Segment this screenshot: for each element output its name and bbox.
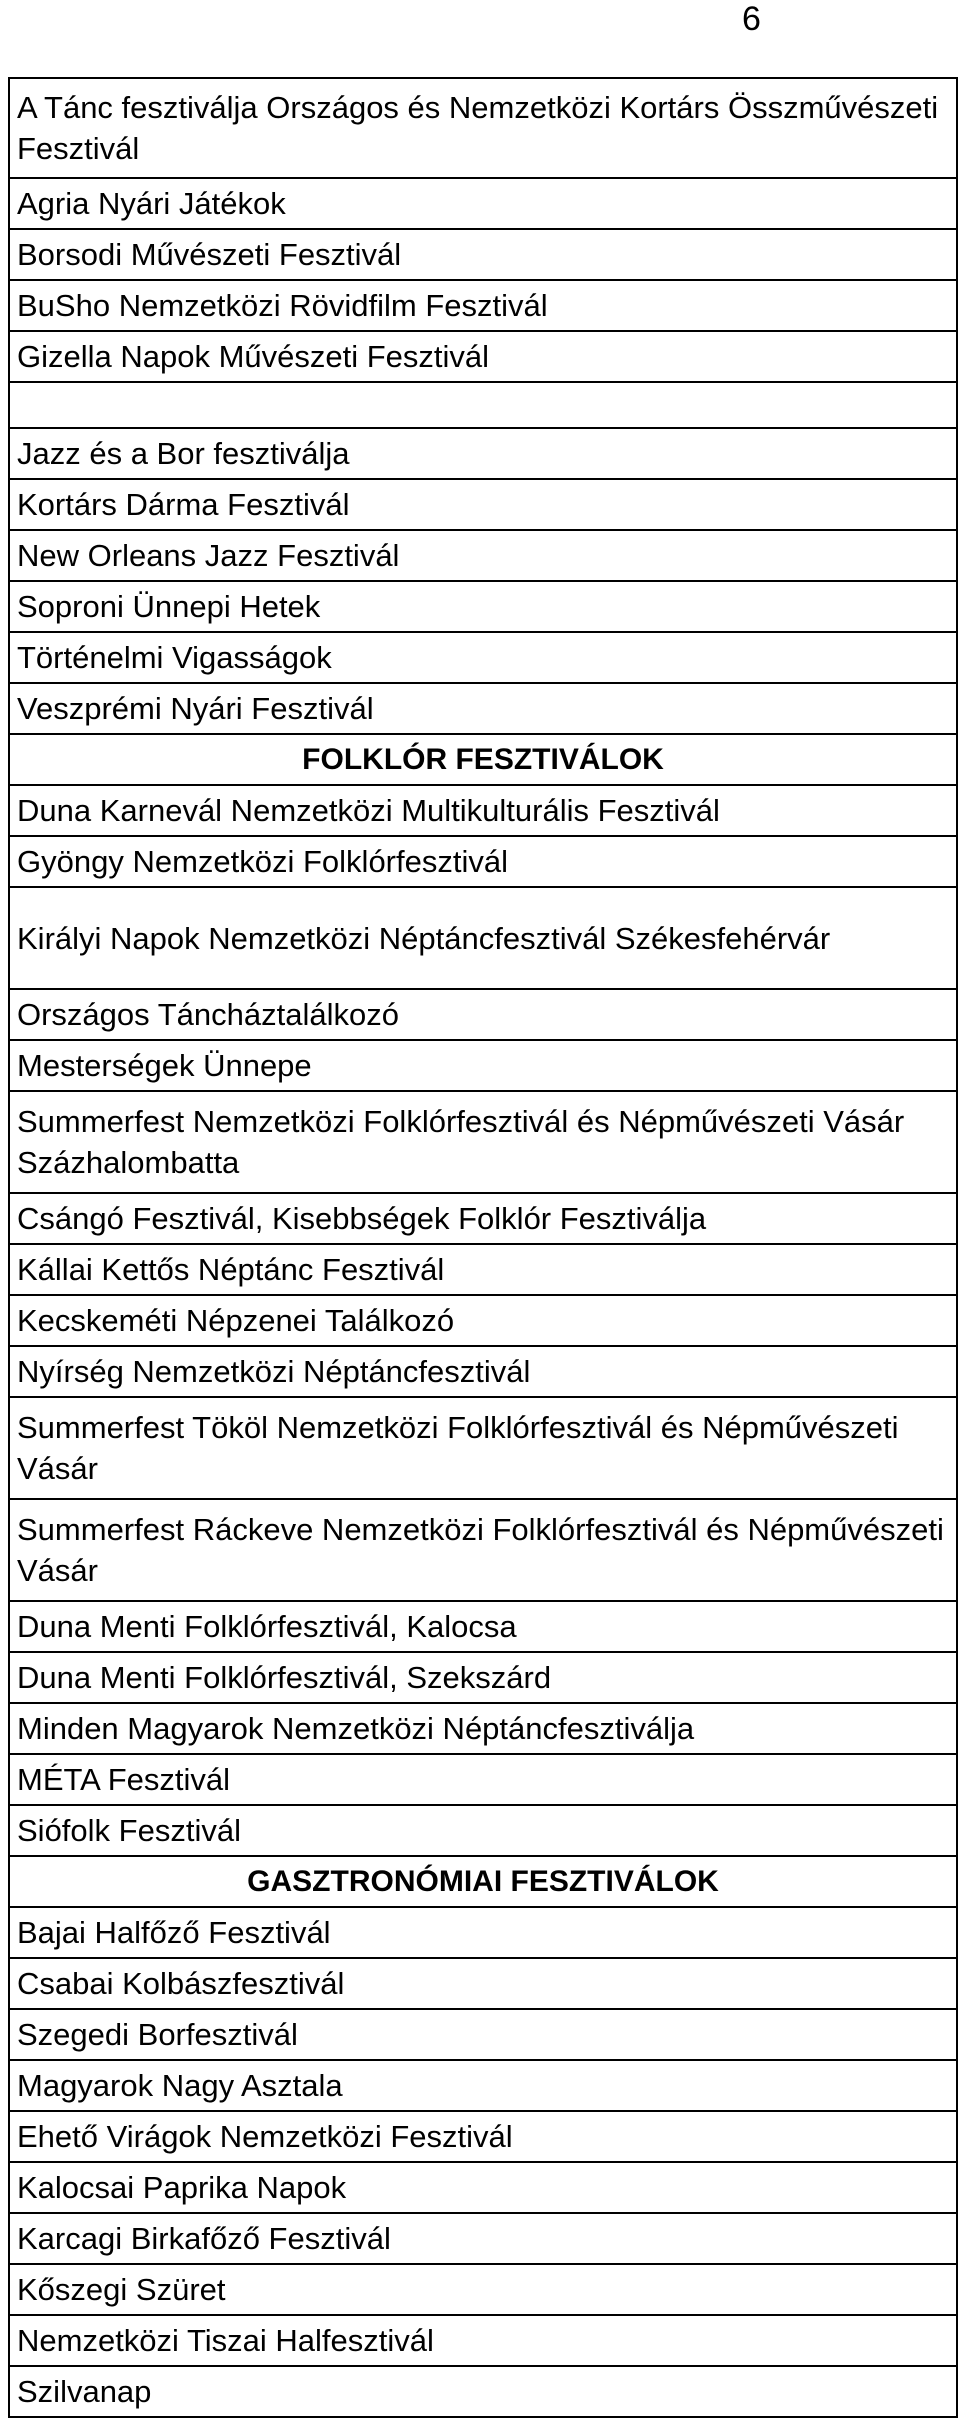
festival-name: Duna Menti Folklórfesztivál, Szekszárd xyxy=(9,1652,957,1703)
festival-row xyxy=(9,1244,957,1295)
festival-row xyxy=(9,331,957,382)
section-heading: FOLKLÓR FESZTIVÁLOK xyxy=(9,734,957,785)
festival-name: Szilvanap xyxy=(9,2366,957,2417)
festival-row xyxy=(9,683,957,734)
festival-name: Történelmi Vigasságok xyxy=(9,632,957,683)
festival-name: Országos Táncháztalálkozó xyxy=(9,989,957,1040)
festival-row xyxy=(9,1295,957,1346)
festival-name: Soproni Ünnepi Hetek xyxy=(9,581,957,632)
festival-row xyxy=(9,1907,957,1958)
festival-row xyxy=(9,1397,957,1499)
festival-row xyxy=(9,178,957,229)
festival-name: Gizella Napok Művészeti Fesztivál xyxy=(9,331,957,382)
festival-name: Summerfest Nemzetközi Folklórfesztivál és Népművészeti Vásár Százhalombatta xyxy=(9,1091,957,1193)
festival-name: Mesterségek Ünnepe xyxy=(9,1040,957,1091)
section-heading-row xyxy=(9,1856,957,1907)
section-heading-row xyxy=(9,734,957,785)
festival-name: Csabai Kolbászfesztivál xyxy=(9,1958,957,2009)
festival-name: Királyi Napok Nemzetközi Néptáncfesztivál Székesfehérvár xyxy=(9,887,957,989)
festival-row xyxy=(9,2264,957,2315)
festival-row xyxy=(9,1703,957,1754)
festival-name: Nyírség Nemzetközi Néptáncfesztivál xyxy=(9,1346,957,1397)
festival-name xyxy=(9,382,957,428)
festival-row xyxy=(9,581,957,632)
festival-row xyxy=(9,280,957,331)
festival-row xyxy=(9,1346,957,1397)
festival-row xyxy=(9,1040,957,1091)
festival-row xyxy=(9,1601,957,1652)
festival-table-body xyxy=(9,78,957,2417)
festival-name: Siófolk Fesztivál xyxy=(9,1805,957,1856)
festival-row xyxy=(9,229,957,280)
festival-name: Magyarok Nagy Asztala xyxy=(9,2060,957,2111)
festival-row xyxy=(9,836,957,887)
festival-row xyxy=(9,785,957,836)
festival-name: Jazz és a Bor fesztiválja xyxy=(9,428,957,479)
festival-row xyxy=(9,2315,957,2366)
festival-name: Kőszegi Szüret xyxy=(9,2264,957,2315)
festival-row xyxy=(9,2162,957,2213)
festival-table xyxy=(8,77,958,2418)
festival-row xyxy=(9,1958,957,2009)
festival-name: BuSho Nemzetközi Rövidfilm Fesztivál xyxy=(9,280,957,331)
festival-row xyxy=(9,2366,957,2417)
festival-name: Agria Nyári Játékok xyxy=(9,178,957,229)
festival-row xyxy=(9,887,957,989)
festival-name: Gyöngy Nemzetközi Folklórfesztivál xyxy=(9,836,957,887)
festival-name: Csángó Fesztivál, Kisebbségek Folklór Fesztiválja xyxy=(9,1193,957,1244)
festival-row xyxy=(9,632,957,683)
festival-name: Kecskeméti Népzenei Találkozó xyxy=(9,1295,957,1346)
festival-row xyxy=(9,1652,957,1703)
festival-row xyxy=(9,530,957,581)
festival-row xyxy=(9,1754,957,1805)
festival-name: Bajai Halfőző Fesztivál xyxy=(9,1907,957,1958)
festival-name: New Orleans Jazz Fesztivál xyxy=(9,530,957,581)
festival-row xyxy=(9,1091,957,1193)
festival-name: Ehető Virágok Nemzetközi Fesztivál xyxy=(9,2111,957,2162)
festival-row xyxy=(9,428,957,479)
festival-row xyxy=(9,2213,957,2264)
festival-name: Summerfest Ráckeve Nemzetközi Folklórfesztivál és Népművészeti Vásár xyxy=(9,1499,957,1601)
festival-name: A Tánc fesztiválja Országos és Nemzetközi Kortárs Összművészeti Fesztivál xyxy=(9,78,957,178)
festival-row xyxy=(9,78,957,178)
festival-row xyxy=(9,1499,957,1601)
festival-name: Duna Menti Folklórfesztivál, Kalocsa xyxy=(9,1601,957,1652)
festival-row xyxy=(9,1805,957,1856)
festival-name: Nemzetközi Tiszai Halfesztivál xyxy=(9,2315,957,2366)
festival-name: Duna Karnevál Nemzetközi Multikulturális Fesztivál xyxy=(9,785,957,836)
section-heading: GASZTRONÓMIAI FESZTIVÁLOK xyxy=(9,1856,957,1907)
festival-name: Summerfest Tököl Nemzetközi Folklórfesztivál és Népművészeti Vásár xyxy=(9,1397,957,1499)
festival-name: Kállai Kettős Néptánc Fesztivál xyxy=(9,1244,957,1295)
festival-name: Minden Magyarok Nemzetközi Néptáncfesztiválja xyxy=(9,1703,957,1754)
festival-name: Veszprémi Nyári Fesztivál xyxy=(9,683,957,734)
page-number: 6 xyxy=(742,0,761,38)
festival-row xyxy=(9,382,957,428)
festival-row xyxy=(9,2060,957,2111)
festival-name: Szegedi Borfesztivál xyxy=(9,2009,957,2060)
festival-name: Karcagi Birkafőző Fesztivál xyxy=(9,2213,957,2264)
festival-name: Kalocsai Paprika Napok xyxy=(9,2162,957,2213)
festival-row xyxy=(9,2111,957,2162)
festival-row xyxy=(9,989,957,1040)
festival-row xyxy=(9,1193,957,1244)
festival-name: Kortárs Dárma Fesztivál xyxy=(9,479,957,530)
festival-row xyxy=(9,2009,957,2060)
festival-row xyxy=(9,479,957,530)
festival-name: Borsodi Művészeti Fesztivál xyxy=(9,229,957,280)
festival-name: MÉTA Fesztivál xyxy=(9,1754,957,1805)
